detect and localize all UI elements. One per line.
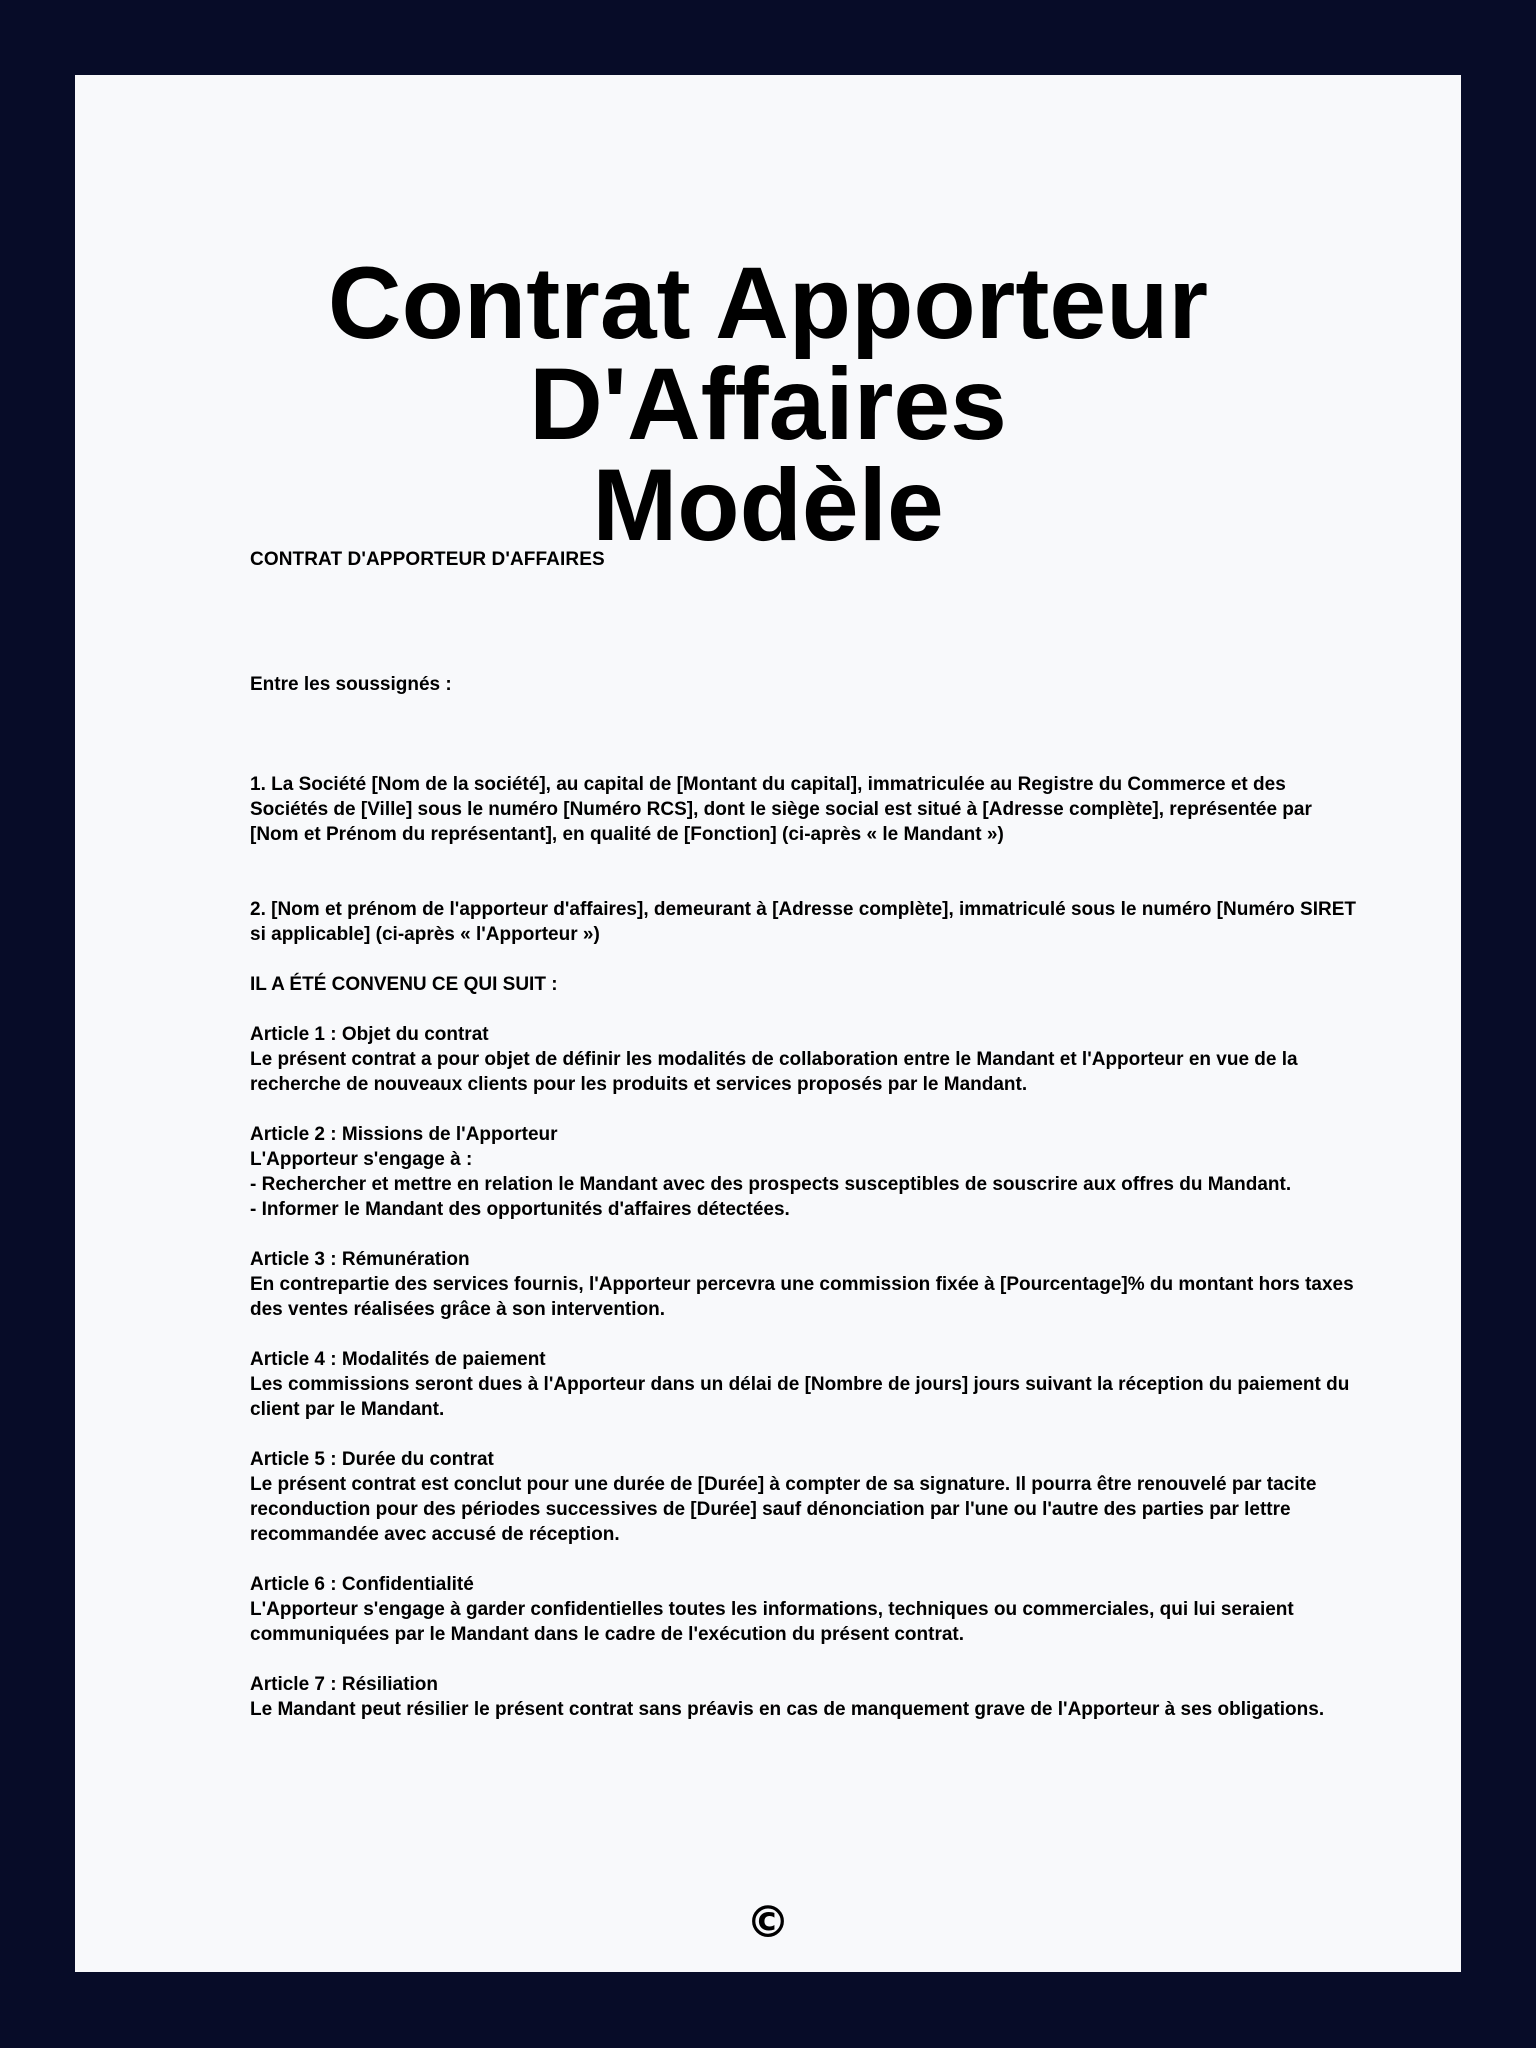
article-7 — [250, 1672, 1360, 1722]
article-1 — [250, 1022, 1360, 1097]
copyright-icon: © — [746, 1897, 790, 1948]
article-5 — [250, 1447, 1360, 1547]
article-7-text: Le Mandant peut résilier le présent contrat sans préavis en cas de manquement grave de l'Apporteur à ses obligations. — [250, 1699, 1325, 1720]
article-2-intro: L'Apporteur s'engage à : — [250, 1149, 473, 1170]
article-3-title: Article 3 : Rémunération — [250, 1249, 470, 1270]
party-2-paragraph: 2. [Nom et prénom de l'apporteur d'affaires], demeurant à [Adresse complète], immatriculé sous le numéro [Numéro SIRET si applicable] (ci-après « l'Apporteur ») — [250, 899, 1357, 945]
article-5-text: Le présent contrat est conclut pour une durée de [Durée] à compter de sa signature. Il pourra être renouvelé par tacite reconduction pour des périodes successives de [Durée] sauf dénonciation par l'une ou l'autre des parties par lettre recommandée avec accusé de réception. — [250, 1474, 1317, 1545]
contract-body — [250, 547, 1360, 1722]
article-2-title: Article 2 : Missions de l'Apporteur — [250, 1124, 558, 1145]
agreement-line: IL A ÉTÉ CONVENU CE QUI SUIT : — [250, 974, 558, 995]
article-6-title: Article 6 : Confidentialité — [250, 1574, 474, 1595]
article-4 — [250, 1347, 1360, 1422]
article-2 — [250, 1122, 1360, 1222]
article-6 — [250, 1572, 1360, 1647]
article-2-bullet-1: - Rechercher et mettre en relation le Mandant avec des prospects susceptibles de souscrire aux offres du Mandant. — [250, 1174, 1292, 1195]
party-1-paragraph: 1. La Société [Nom de la société], au capital de [Montant du capital], immatriculée au Registre du Commerce et des Sociétés de [Ville] sous le numéro [Numéro RCS], dont le siège social est situé à [Adresse complète], représentée par [Nom et Prénom du représentant], en qualité de [Fonction] (ci-après « le Mandant ») — [250, 774, 1312, 845]
document-page — [75, 75, 1461, 1972]
document-title-line-1: Contrat Apporteur D'Affaires — [327, 246, 1209, 461]
article-6-text: L'Apporteur s'engage à garder confidentielles toutes les informations, techniques ou commerciales, qui lui seraient communiquées par le Mandant dans le cadre de l'exécution du présent contrat. — [250, 1599, 1294, 1645]
article-3 — [250, 1247, 1360, 1322]
article-5-title: Article 5 : Durée du contrat — [250, 1449, 494, 1470]
contract-heading: CONTRAT D'APPORTEUR D'AFFAIRES — [250, 549, 605, 570]
article-3-text: En contrepartie des services fournis, l'Apporteur percevra une commission fixée à [Pourcentage]% du montant hors taxes des ventes réalisées grâce à son intervention. — [250, 1274, 1354, 1320]
article-4-title: Article 4 : Modalités de paiement — [250, 1349, 546, 1370]
article-1-text: Le présent contrat a pour objet de définir les modalités de collaboration entre le Mandant et l'Apporteur en vue de la recherche de nouveaux clients pour les produits et services proposés par le Mandant. — [250, 1049, 1298, 1095]
document-title-line-2: Modèle — [592, 448, 944, 562]
article-4-text: Les commissions seront dues à l'Apporteur dans un délai de [Nombre de jours] jours suivant la réception du paiement du client par le Mandant. — [250, 1374, 1350, 1420]
contract-intro: Entre les soussignés : — [250, 674, 452, 695]
article-7-title: Article 7 : Résiliation — [250, 1674, 438, 1695]
article-2-bullet-2: - Informer le Mandant des opportunités d'affaires détectées. — [250, 1199, 790, 1220]
article-1-title: Article 1 : Objet du contrat — [250, 1024, 489, 1045]
